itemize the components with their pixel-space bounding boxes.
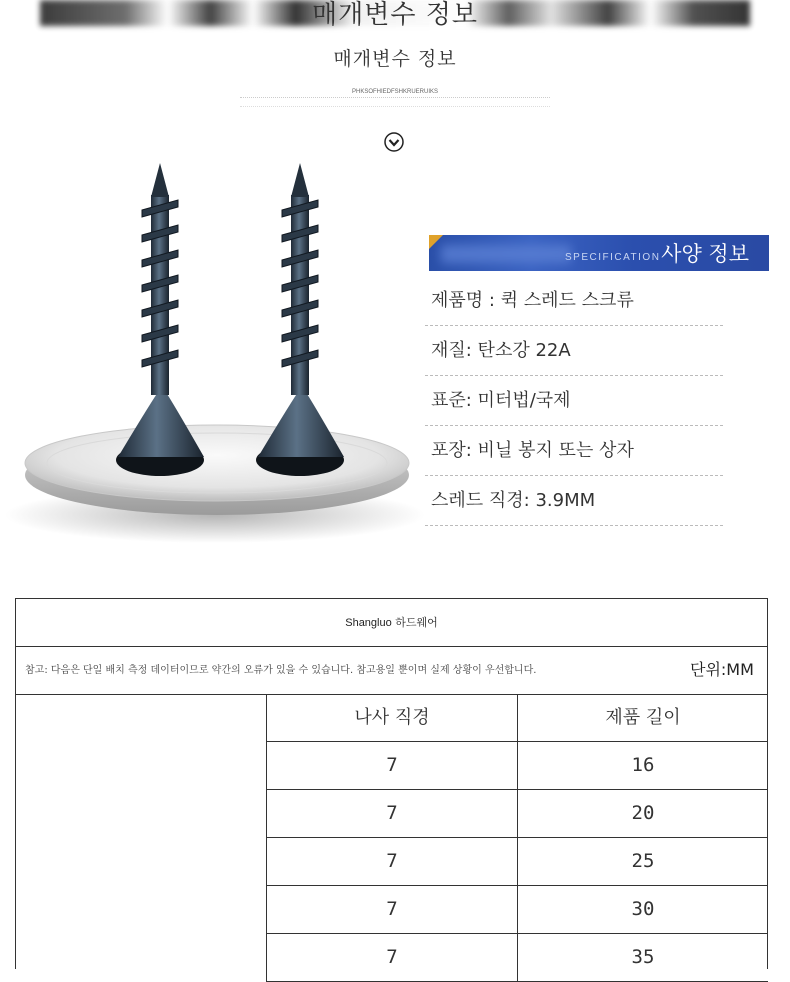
header-product-length: 제품 길이 [517, 694, 768, 741]
table-row [267, 790, 768, 838]
table-row [267, 838, 768, 886]
table-title-brand: Shangluo [345, 617, 392, 629]
chevron-down-circle-icon [384, 132, 404, 152]
table-header-row [267, 694, 768, 742]
table-row [267, 742, 768, 790]
table-row [267, 886, 768, 934]
blurred-header-logo [441, 245, 571, 263]
table-title-suffix: 하드웨어 [395, 616, 438, 629]
spec-row-text: 표준: 미터법/국제 [431, 390, 571, 411]
spec-row-product-name [425, 276, 723, 326]
table-unit: 단위:MM [690, 660, 754, 679]
header-screw-diameter: 나사 직경 [354, 707, 430, 728]
spec-row-packaging [425, 426, 723, 476]
cell-diameter: 7 [386, 850, 398, 872]
cell-diameter: 7 [386, 898, 398, 920]
spec-header-title: 사양 정보 [661, 242, 749, 266]
decorative-divider [240, 97, 550, 107]
decorative-caption: PHKSOFHIEDFSHKRUERUIKS [351, 89, 438, 95]
section-subtitle: 매개변수 정보 [333, 48, 457, 70]
spec-row-standard [425, 376, 723, 426]
table-row [267, 934, 768, 982]
cell-length: 30 [517, 886, 768, 933]
cell-length: 35 [517, 934, 768, 981]
spec-row-material [425, 326, 723, 376]
cell-diameter: 7 [386, 946, 398, 968]
page-title: 매개변수 정보 [312, 0, 478, 30]
product-image-screws [0, 155, 430, 555]
spec-row-text: 재질: 탄소강 22A [431, 340, 571, 361]
spec-row-text: 스레드 직경: 3.9MM [431, 490, 596, 511]
cell-diameter: 7 [386, 754, 398, 776]
spec-header-banner [429, 235, 769, 271]
cell-length: 20 [517, 790, 768, 837]
spec-header-english: SPECIFICATION [565, 252, 661, 263]
cell-length: 16 [517, 742, 768, 789]
spec-row-text: 포장: 비닐 봉지 또는 상자 [431, 440, 634, 461]
spec-row-thread-diameter [425, 476, 723, 526]
table-title [16, 599, 767, 647]
spec-row-text: 제품명 : 퀵 스레드 스크류 [431, 290, 634, 311]
size-grid [266, 694, 768, 982]
cell-length: 25 [517, 838, 768, 885]
cell-diameter: 7 [386, 802, 398, 824]
table-note: 참고: 다음은 단일 배치 측정 데이터이므로 약간의 오류가 있을 수 있습니다. 참고용일 뿐이며 실제 상황이 우선합니다. [25, 665, 537, 676]
